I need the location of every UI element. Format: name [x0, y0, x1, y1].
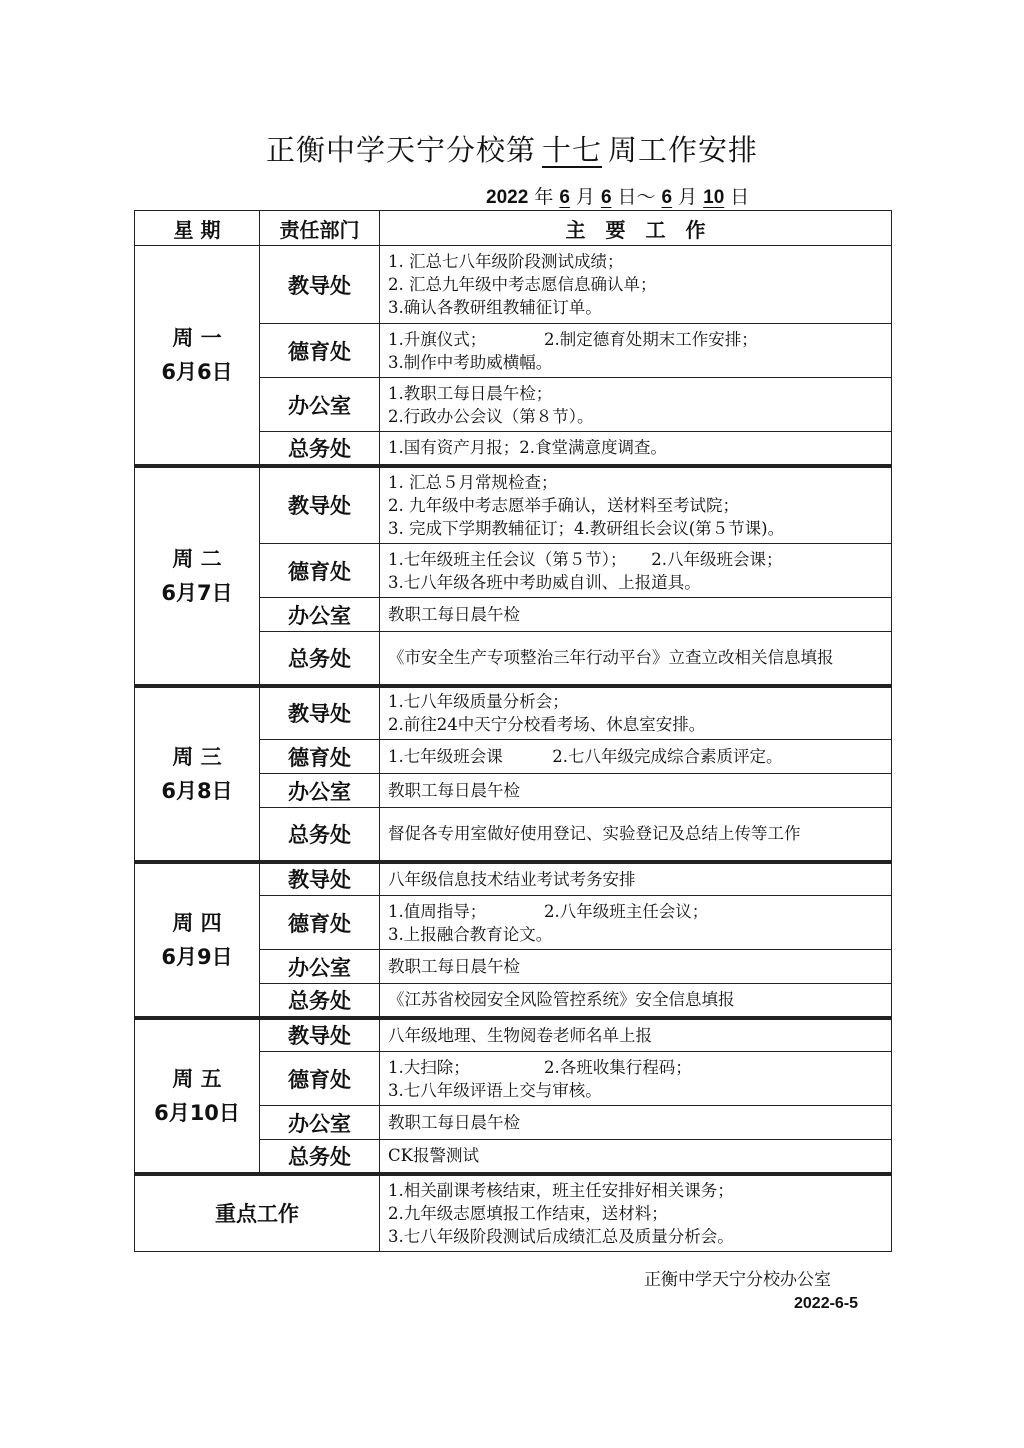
weekday-name: 周 一 [172, 325, 222, 350]
key-work-cell [380, 1174, 892, 1252]
dept-cell: 教导处 [260, 862, 380, 896]
key-work-row [135, 1174, 892, 1252]
work-line: 2. 汇总九年级中考志愿信息确认单； [388, 275, 657, 294]
key-work-label: 重点工作 [135, 1174, 380, 1252]
work-line: 教职工每日晨午检 [388, 781, 520, 800]
table-row [135, 862, 892, 896]
work-line: 2.行政办公会议（第８节）。 [388, 406, 594, 426]
table-row [135, 466, 892, 544]
dept-cell: 办公室 [260, 950, 380, 984]
work-line: 2. 九年级中考志愿举手确认，送材料至考试院； [388, 495, 739, 515]
dept-cell: 德育处 [260, 324, 380, 378]
title-prefix: 正衡中学天宁分校第 [265, 133, 536, 167]
weekday-name: 周 四 [172, 910, 222, 935]
work-cell [380, 544, 892, 598]
work-line: 3.确认各教研组教辅征订单。 [388, 298, 602, 317]
dept-cell: 总务处 [260, 808, 380, 862]
weekday-date: 6月10日 [154, 1100, 240, 1125]
signature-date: 2022-6-5 [794, 1295, 859, 1312]
dept-cell: 办公室 [260, 378, 380, 432]
work-cell [380, 896, 892, 950]
dept-cell: 办公室 [260, 774, 380, 808]
work-line: 3. 完成下学期教辅征订；4.教研组长会议(第５节课)。 [388, 518, 785, 538]
work-line: 1. 汇总七八年级阶段测试成绩； [388, 252, 624, 271]
year: 2022 [486, 187, 529, 208]
work-line: 《江苏省校园安全风险管控系统》安全信息填报 [388, 990, 735, 1010]
weekday-cell [135, 246, 260, 466]
dept-cell: 教导处 [260, 246, 380, 324]
work-line: 教职工每日晨午检 [388, 1113, 520, 1132]
work-cell [380, 1018, 892, 1052]
dept-cell: 总务处 [260, 1140, 380, 1174]
end-month: 6 [661, 187, 673, 208]
weekday-date: 6月7日 [161, 580, 233, 605]
range-sep: ～ [636, 186, 656, 208]
header-dept: 责任部门 [260, 211, 380, 246]
weekday-cell [135, 1018, 260, 1174]
work-line: 八年级地理、生物阅卷老师名单上报 [388, 1025, 652, 1045]
work-cell [380, 466, 892, 544]
start-month: 6 [559, 187, 570, 208]
dept-cell: 德育处 [260, 896, 380, 950]
signature-org: 正衡中学天宁分校办公室 [644, 1270, 831, 1290]
work-line: 1.教职工每日晨午检； [388, 383, 553, 403]
work-line: 督促各专用室做好使用登记、实验登记及总结上传等工作 [388, 824, 801, 844]
work-line: 1. 汇总５月常规检查； [388, 472, 558, 492]
page-title [0, 128, 1024, 169]
start-day: 6 [600, 187, 612, 208]
work-line: 1.大扫除； 2.各班收集行程码； [388, 1057, 692, 1077]
end-day: 10 [703, 187, 725, 208]
work-line: 1.国有资产月报；2.食堂满意度调查。 [388, 438, 667, 458]
work-cell [380, 246, 892, 324]
work-line: CK报警测试 [388, 1146, 479, 1166]
work-cell [380, 378, 892, 432]
work-line: 1.七八年级质量分析会； [388, 692, 569, 712]
schedule-table [134, 210, 892, 1252]
work-cell [380, 984, 892, 1018]
work-line: 3.制作中考助威横幅。 [388, 352, 553, 372]
dept-cell: 总务处 [260, 432, 380, 466]
work-cell [380, 686, 892, 740]
work-line: 3.七八年级各班中考助威自训、上报道具。 [388, 572, 701, 592]
header-weekday: 星 期 [135, 211, 260, 246]
weekday-date: 6月8日 [161, 778, 233, 803]
work-line: 教职工每日晨午检 [388, 957, 520, 976]
weekday-name: 周 五 [172, 1066, 222, 1091]
weekday-date: 6月9日 [161, 944, 233, 969]
label-yue-2: 月 [678, 186, 698, 208]
work-cell [380, 1140, 892, 1174]
key-work-line: 3.七八年级阶段测试后成绩汇总及质量分析会。 [388, 1226, 734, 1246]
work-line: 3.七八年级评语上交与审核。 [388, 1080, 602, 1100]
dept-cell: 教导处 [260, 466, 380, 544]
work-line: 3.上报融合教育论文。 [388, 924, 553, 944]
header-work: 主 要 工 作 [380, 211, 892, 246]
week-number: 十七 [541, 133, 602, 167]
label-nian: 年 [534, 186, 554, 208]
weekday-date: 6月6日 [161, 359, 233, 384]
work-line: 《市安全生产专项整治三年行动平台》立查立改相关信息填报 [388, 648, 834, 668]
dept-cell: 德育处 [260, 1052, 380, 1106]
work-line: 1.七年级班主任会议（第５节）； 2.八年级班会课； [388, 549, 783, 569]
work-line: 1.升旗仪式； 2.制定德育处期末工作安排； [388, 329, 758, 349]
date-range [486, 182, 749, 209]
work-cell [380, 1106, 892, 1140]
table-row [135, 246, 892, 324]
work-cell [380, 432, 892, 466]
weekday-name: 周 三 [172, 744, 222, 769]
work-line: 1.七年级班会课 2.七八年级完成综合素质评定。 [388, 747, 783, 766]
weekday-name: 周 二 [172, 546, 222, 571]
title-suffix: 周工作安排 [608, 133, 759, 167]
work-cell [380, 774, 892, 808]
label-yue: 月 [575, 186, 595, 208]
work-cell [380, 1052, 892, 1106]
weekday-cell [135, 686, 260, 862]
work-cell [380, 950, 892, 984]
work-cell [380, 632, 892, 686]
key-work-line: 1.相关副课考核结束，班主任安排好相关课务； [388, 1180, 734, 1200]
dept-cell: 总务处 [260, 632, 380, 686]
work-cell [380, 324, 892, 378]
work-line: 八年级信息技术结业考试考务安排 [388, 869, 636, 889]
dept-cell: 办公室 [260, 598, 380, 632]
dept-cell: 总务处 [260, 984, 380, 1018]
work-line: 2.前往24中天宁分校看考场、休息室安排。 [388, 715, 706, 735]
dept-cell: 教导处 [260, 1018, 380, 1052]
label-ri-2: 日 [730, 186, 750, 208]
dept-cell: 德育处 [260, 740, 380, 774]
work-cell [380, 598, 892, 632]
dept-cell: 教导处 [260, 686, 380, 740]
work-line: 1.值周指导； 2.八年级班主任会议； [388, 901, 709, 921]
dept-cell: 办公室 [260, 1106, 380, 1140]
work-cell [380, 808, 892, 862]
work-line: 教职工每日晨午检 [388, 605, 520, 624]
table-row [135, 686, 892, 740]
work-cell [380, 740, 892, 774]
label-ri: 日 [617, 186, 637, 208]
key-work-line: 2.九年级志愿填报工作结束，送材料； [388, 1203, 668, 1223]
table-row [135, 1018, 892, 1052]
work-cell [380, 862, 892, 896]
weekday-cell [135, 466, 260, 686]
weekday-cell [135, 862, 260, 1018]
dept-cell: 德育处 [260, 544, 380, 598]
